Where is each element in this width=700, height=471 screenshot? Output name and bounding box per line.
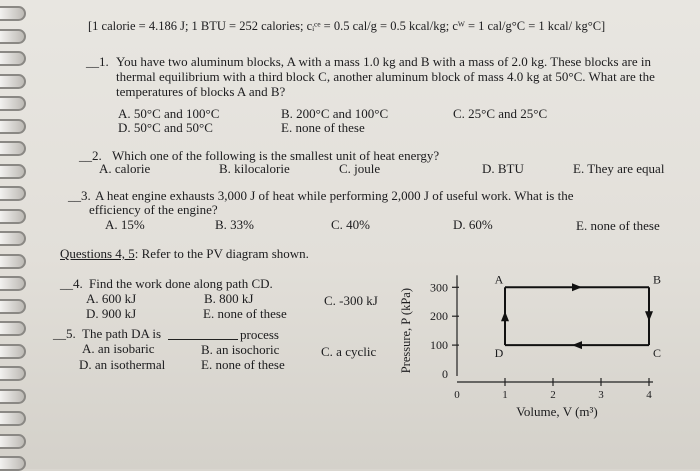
x-tick-label: 1 — [502, 389, 508, 401]
y-tick-label: 0 — [442, 367, 448, 381]
x-tick-label: 4 — [646, 389, 652, 401]
spiral-ring — [0, 321, 26, 336]
spiral-ring — [0, 74, 26, 89]
constants-header: [1 calorie = 4.186 J; 1 BTU = 252 calories; cᵢᶜᵉ = 0.5 cal/g = 0.5 kcal/kg; cᵂ = 1 cal/g°C = 1 kcal/ kg°C] — [88, 19, 606, 33]
q3-option-c: C. 40% — [331, 217, 370, 232]
q1-line1: You have two aluminum blocks, A with a mass 1.0 kg and B with a mass of 2.0 kg. These blocks are in — [116, 54, 651, 69]
q3-option-d: D. 60% — [453, 217, 493, 232]
spiral-ring — [0, 186, 26, 201]
q5-blank: __5. — [53, 326, 76, 341]
x-tick-label: 3 — [598, 389, 604, 401]
spiral-ring — [0, 411, 26, 426]
q3-blank: __3. — [68, 188, 91, 203]
q4-option-a: A. 600 kJ — [86, 291, 137, 306]
spiral-ring — [0, 299, 26, 314]
q1-option-d: D. 50°C and 50°C — [118, 120, 213, 135]
q4-option-b: B. 800 kJ — [204, 291, 254, 306]
q4-option-e: E. none of these — [203, 306, 287, 321]
q4-option-c: C. -300 kJ — [324, 293, 378, 308]
q5-answer-line — [168, 339, 238, 340]
q1-option-b: B. 200°C and 100°C — [281, 106, 389, 121]
q3-option-b: B. 33% — [215, 217, 254, 232]
spiral-ring — [0, 209, 26, 224]
spiral-ring — [0, 231, 26, 246]
q1-option-a: A. 50°C and 100°C — [118, 106, 220, 121]
section-heading-text: : Refer to the PV diagram shown. — [134, 246, 309, 261]
point-label-D: D — [494, 346, 504, 361]
spiral-ring — [0, 29, 26, 44]
spiral-ring — [0, 434, 26, 449]
spiral-ring — [0, 96, 26, 111]
q4-blank: __4. — [60, 276, 83, 291]
y-tick-label: 200 — [430, 309, 448, 324]
arrow-BC — [645, 311, 653, 321]
q2-option-b: B. kilocalorie — [219, 161, 290, 176]
q5-stem-end: process — [240, 327, 279, 342]
arrow-CD — [572, 341, 582, 349]
arrow-DA — [501, 311, 509, 321]
pv-diagram — [395, 262, 695, 432]
spiral-ring — [0, 141, 26, 156]
q1-blank: __1. — [86, 54, 109, 69]
spiral-ring — [0, 389, 26, 404]
q2-option-e: E. They are equal — [573, 161, 665, 176]
spiral-ring — [0, 51, 26, 66]
q2-option-d: D. BTU — [482, 161, 524, 176]
spiral-ring — [0, 366, 26, 381]
spiral-ring — [0, 164, 26, 179]
q3-line2: efficiency of the engine? — [89, 202, 218, 217]
x-tick-label: 2 — [550, 389, 556, 401]
y-axis-label: Pressure, P (kPa) — [399, 288, 413, 374]
spiral-ring — [0, 119, 26, 134]
x-axis-label: Volume, V (m³) — [516, 404, 598, 419]
q4-stem: Find the work done along path CD. — [89, 276, 273, 291]
spiral-ring — [0, 6, 26, 21]
point-label-B: B — [652, 272, 662, 287]
q2-option-c: C. joule — [339, 161, 381, 176]
section-heading — [60, 246, 309, 261]
q5-option-a: A. an isobaric — [82, 341, 155, 356]
spiral-ring — [0, 254, 26, 269]
q5-option-e: E. none of these — [201, 357, 285, 372]
q1-option-c: C. 25°C and 25°C — [453, 106, 548, 121]
q2-blank: __2. — [79, 148, 102, 163]
y-tick-label: 100 — [430, 338, 448, 353]
q5-stem: The path DA is — [82, 326, 162, 341]
section-heading-label: Questions 4, 5 — [60, 246, 135, 261]
q3-option-e: E. none of these — [576, 218, 660, 233]
arrow-AB — [572, 283, 582, 291]
q3-line1: A heat engine exhausts 3,000 J of heat while performing 2,000 J of useful work. What is the — [95, 188, 574, 203]
q5-option-c: C. a cyclic — [321, 344, 377, 359]
point-label-A: A — [494, 272, 504, 287]
q5-option-d: D. an isothermal — [79, 357, 166, 372]
point-label-C: C — [652, 346, 662, 361]
q5-option-b: B. an isochoric — [201, 342, 280, 357]
q3-option-a: A. 15% — [105, 217, 145, 232]
q2-stem: Which one of the following is the smallest unit of heat energy? — [112, 148, 440, 163]
q1-line2: thermal equilibrium with a third block C, another aluminum block of mass 4.0 kg at 50°C. What are the — [116, 69, 655, 84]
spiral-binding — [0, 0, 26, 469]
spiral-ring — [0, 276, 26, 291]
spiral-ring — [0, 344, 26, 359]
q4-option-d: D. 900 kJ — [86, 306, 137, 321]
x-tick-label: 0 — [454, 389, 460, 401]
q1-option-e: E. none of these — [281, 120, 365, 135]
q1-line3: temperatures of blocks A and B? — [116, 84, 286, 99]
q2-option-a: A. calorie — [99, 161, 151, 176]
y-tick-label: 300 — [430, 280, 448, 295]
